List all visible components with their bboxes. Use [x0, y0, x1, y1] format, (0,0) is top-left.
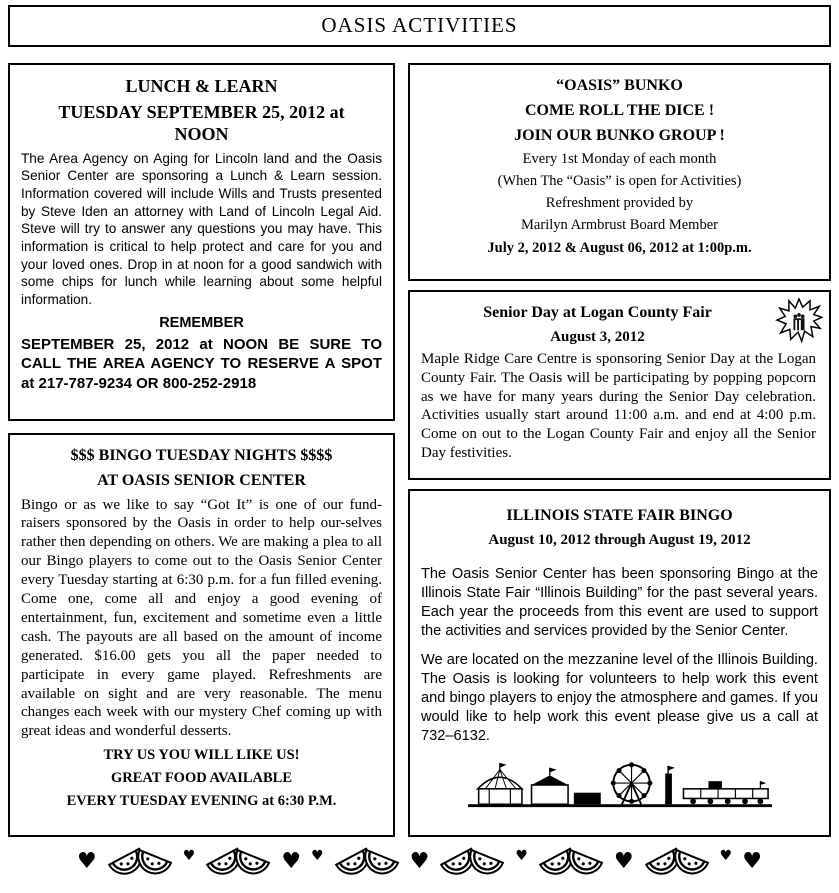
page-header	[8, 5, 831, 47]
remember-text: SEPTEMBER 25, 2012 at NOON BE SURE TO CALL THE AREA AGENCY TO RESERVE A SPOT at 217-787-9234 OR 800-252-2918	[21, 335, 382, 392]
bunko-line6: Refreshment provided by	[545, 195, 694, 212]
bunko-line7: Marilyn Armbrust Board Member	[521, 217, 718, 234]
bunko-title: “OASIS” BUNKO	[556, 77, 683, 94]
watermelon-icon	[439, 842, 505, 882]
remember-label: REMEMBER	[159, 314, 244, 331]
heart-icon: ♥	[613, 849, 634, 874]
bingo-body: Bingo or as we like to say “Got It” is one of our fund-raisers sponsored by the Oasis in order to help our-selves rather then depending on others. We are making a plea to all our Bingo players to come out to the Oasis Senior Center every Tuesday starting at 6:30 p.m. for a fun filled evening. Come one, come all and enjoy a good evening of entertainment, fun, excitement and sometime even a little cash. The payouts are all based on the amount of income generated. $16.00 gets you all the paper needed to participate in every game played. Refreshments are available on sight and are very reasonable. The menu changes each week with our mystery Chef coming up with great ideas and wonderful desserts.	[21, 496, 382, 740]
lunch-learn-subtitle: TUESDAY SEPTEMBER 25, 2012 at NOON	[58, 101, 345, 144]
content-columns	[8, 63, 831, 837]
bingo-title: $$$ BINGO TUESDAY NIGHTS $$$$	[70, 447, 333, 464]
heart-icon: ♥	[515, 848, 528, 864]
watermelon-icon	[644, 842, 710, 882]
bunko-line5: (When The “Oasis” is open for Activities)	[497, 173, 742, 190]
right-column	[408, 63, 831, 837]
bingo-subtitle: AT OASIS SENIOR CENTER	[97, 471, 306, 489]
bingo-section	[8, 433, 395, 837]
heart-icon: ♥	[77, 849, 97, 874]
senior-day-body: Maple Ridge Care Centre is sponsoring Senior Day at the Logan County Fair. The Oasis will be participating by popping popcorn as we have for many years during the Senior Day celebration. Activities usually start around 11:00 a.m. and end at 4:00 p.m. Come on out to the Logan County Fair and enjoy all the Senior Day festivities.	[421, 350, 816, 462]
state-fair-bingo-section	[408, 489, 831, 837]
left-column	[8, 63, 395, 837]
watermelon-icon	[205, 842, 271, 882]
heart-icon: ♥	[311, 848, 324, 864]
bunko-dates: July 2, 2012 & August 06, 2012 at 1:00p.m.	[487, 240, 752, 257]
popcorn-burst-icon	[775, 298, 823, 344]
state-fair-para1: The Oasis Senior Center has been sponsoring Bingo at the Illinois State Fair “Illinois Building” for the past several years. Each year the proceeds from this event are used to support the activities and services provided by the Senior Center.	[421, 565, 818, 639]
heart-icon: ♥	[281, 849, 302, 874]
senior-day-section	[408, 290, 831, 480]
bunko-line3: JOIN OUR BUNKO GROUP !	[514, 126, 725, 144]
heart-icon: ♥	[719, 848, 733, 864]
lunch-learn-body: The Area Agency on Aging for Lincoln land and the Oasis Senior Center are sponsoring a Lunch & Learn session. Information covered will include Wills and Trusts presented by Steve Iden an attorney with Land of Lincoln Legal Aid. Steve will try to answer any questions you may have. This information is critical to help protect and care for you and your loved ones. Drop in at noon for a good sandwich with some chips for lunch while learning about some helpful information.	[21, 150, 382, 307]
state-fair-para2: We are located on the mezzanine level of the Illinois Building. The Oasis is looking for volunteers to help work this event and bingo players to enjoy the atmosphere and games. If you would like to help work this event please give us a call at 732–6132.	[421, 651, 818, 744]
bingo-footer-line3: EVERY TUESDAY EVENING at 6:30 P.M.	[66, 793, 337, 810]
decorative-border	[8, 839, 831, 885]
lunch-learn-title: LUNCH & LEARN	[125, 76, 278, 96]
watermelon-icon	[538, 842, 604, 882]
senior-day-title: Senior Day at Logan County Fair	[483, 304, 712, 321]
bingo-footer-line1: TRY US YOU WILL LIKE US!	[103, 747, 300, 764]
heart-icon: ♥	[409, 849, 430, 874]
senior-day-date: August 3, 2012	[550, 328, 645, 345]
bingo-footer-line2: GREAT FOOD AVAILABLE	[110, 770, 293, 787]
lunch-learn-section	[8, 63, 395, 421]
watermelon-icon	[334, 842, 400, 882]
state-fair-dates: August 10, 2012 through August 19, 2012	[488, 531, 751, 548]
bunko-line2: COME ROLL THE DICE !	[524, 101, 715, 119]
state-fair-title: ILLINOIS STATE FAIR BINGO	[506, 507, 733, 524]
watermelon-icon	[107, 842, 173, 882]
bunko-section	[408, 63, 831, 281]
heart-icon: ♥	[182, 848, 196, 864]
bunko-line4: Every 1st Monday of each month	[522, 151, 717, 168]
heart-icon: ♥	[742, 849, 762, 874]
fair-skyline-graphic	[421, 760, 818, 815]
page-title: OASIS ACTIVITIES	[321, 13, 518, 37]
